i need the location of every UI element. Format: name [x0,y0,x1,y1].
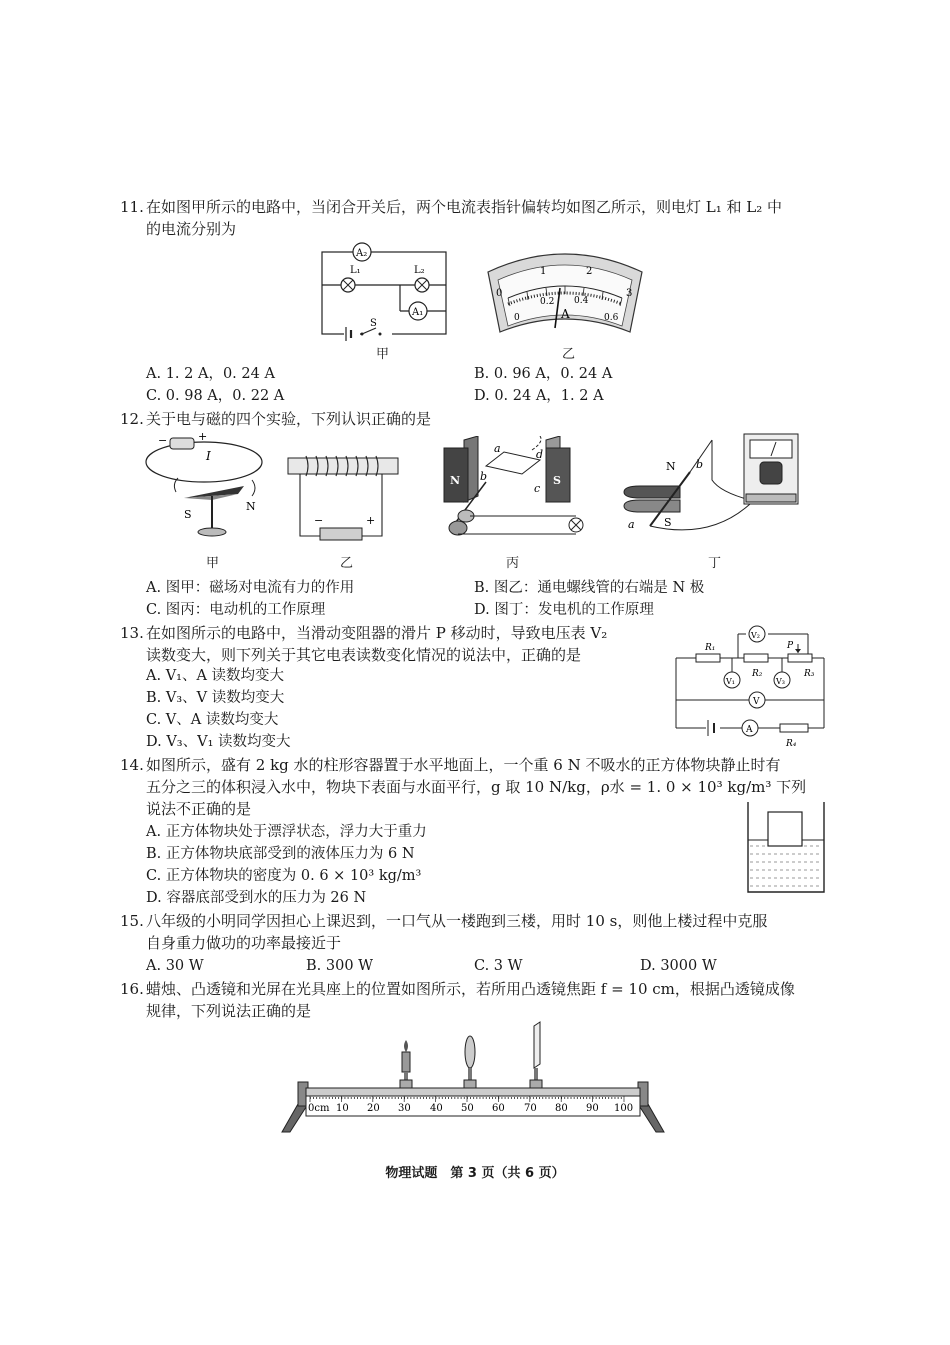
question-text-line: 在如图所示的电路中，当滑动变阻器的滑片 P 移动时，导致电压表 V₂ [146,624,608,642]
ruler-tick-label: 20 [367,1103,380,1114]
label-a1: A₁ [412,307,424,318]
question-text-line: 的电流分别为 [146,220,237,238]
label-r3: R₃ [804,669,815,679]
question-text-line: 规律，下列说法正确的是 [146,1002,312,1020]
question-text-line: 如图所示，盛有 2 kg 水的柱形容器置于水平地面上，一个重 6 N 不吸水的正方体物块静止时有 [146,756,781,774]
option-b: B. 0. 96 A，0. 24 A [474,366,613,382]
question-text-line: 读数变大，则下列关于其它电表读数变化情况的说法中，正确的是 [146,646,582,664]
circuit-diagram-jia [318,240,454,346]
dial-top-tick: 0 [496,288,503,299]
dial-top-tick: 2 [586,266,593,277]
dial-bottom-tick: 0.4 [574,296,589,306]
dial-bottom-tick: 0.6 [604,313,619,323]
question-number: 12. [120,410,144,428]
label-plus: + [198,430,208,443]
convex-lens [464,1036,476,1088]
question-text-line: 八年级的小明同学因担心上课迟到，一口气从一楼跑到三楼，用时 10 s，则他上楼过程中克服 [146,912,768,930]
label-p: P [787,641,794,651]
option-d: D. 0. 24 A，1. 2 A [474,388,604,404]
option-a: A. V₁、A 读数均变大 [146,668,285,684]
label-s: S [664,516,672,529]
question-text-line: 蜡烛、凸透镜和光屏在光具座上的位置如图所示，若所用凸透镜焦距 f = 10 cm，根据凸透镜成像 [146,980,795,998]
label-minus: − [158,434,168,447]
question-15 [120,910,830,954]
label-a2: A₂ [356,248,368,259]
option-c: C. 0. 98 A，0. 22 A [146,388,285,404]
option-a: A. 图甲：磁场对电流有力的作用 [146,580,355,596]
dial-top-tick: 1 [540,266,547,277]
label-r4: R₄ [786,739,797,748]
label-n: N [666,460,676,473]
ruler-tick-label: 0cm [308,1103,330,1114]
label-a: a [628,518,635,531]
page-footer: 物理试题 第 3 页（共 6 页） [385,1166,565,1181]
option-c: C. 图丙：电动机的工作原理 [146,602,326,618]
figure-caption-yi: 乙 [562,347,576,362]
label-r2: R₂ [752,669,763,679]
label-v3: V₃ [776,677,785,686]
question-11 [120,196,830,240]
dial-top-tick: 3 [626,288,633,299]
figure-caption-jia: 甲 [376,347,390,362]
candle [400,1040,412,1088]
question-text-line: 在如图甲所示的电路中，当闭合开关后，两个电流表指针偏转均如图乙所示，则电灯 L₁ 和 L₂ 中 [146,198,783,216]
label-s: S [184,508,192,521]
ruler-tick-label: 70 [524,1103,537,1114]
figure-caption-ding: 丁 [708,556,722,571]
question-number: 15. [120,912,144,930]
label-v1: V₁ [726,677,735,686]
label-n: N [450,474,461,487]
ruler-tick-label: 50 [461,1103,474,1114]
dial-bottom-tick: 0 [514,313,520,323]
label-current: I [206,449,211,463]
figure-bing-motor [436,436,601,548]
ruler-tick-label: 80 [555,1103,568,1114]
circuit-diagram-q13 [672,622,828,748]
option-d: D. 图丁：发电机的工作原理 [474,602,654,618]
option-c: C. 3 W [474,958,523,974]
question-number: 16. [120,980,144,998]
label-d: d [536,448,544,461]
figure-caption-yi: 乙 [340,556,354,571]
figure-caption-jia: 甲 [206,556,220,571]
option-a: A. 正方体物块处于漂浮状态，浮力大于重力 [146,824,427,840]
label-b: b [480,470,488,483]
label-r1: R₁ [705,643,716,653]
question-number: 11. [120,198,144,216]
question-13 [120,622,660,666]
ruler-tick-label: 90 [586,1103,599,1114]
figure-jia-compass [142,430,267,548]
question-number: 14. [120,756,144,774]
optical-bench-figure [280,1020,666,1134]
label-c: c [534,482,541,495]
label-a: a [494,442,501,455]
question-16 [120,978,830,1022]
label-plus: + [366,514,376,527]
ruler-tick-label: 100 [614,1103,634,1114]
label-minus: − [314,514,324,527]
label-s: S [370,318,377,329]
label-l1: L₁ [350,265,361,276]
question-text-line: 说法不正确的是 [146,800,252,818]
label-a: A [746,725,753,735]
figure-caption-bing: 丙 [506,556,520,571]
option-a: A. 1. 2 A，0. 24 A [146,366,275,382]
container-figure-q14 [746,800,826,896]
ruler-tick-label: 60 [492,1103,505,1114]
option-a: A. 30 W [146,958,204,974]
label-v2: V₂ [751,631,760,640]
light-screen [530,1022,542,1088]
figure-ding-generator [620,430,810,548]
label-l2: L₂ [414,265,425,276]
option-c: C. V、A 读数均变大 [146,712,279,728]
option-b: B. 图乙：通电螺线管的右端是 N 极 [474,580,705,596]
option-d: D. 容器底部受到水的压力为 26 N [146,890,367,906]
option-b: B. 300 W [306,958,374,974]
ruler-tick-label: 40 [430,1103,443,1114]
label-b: b [696,458,704,471]
question-12 [120,408,830,430]
figure-yi-solenoid [284,452,404,548]
question-text-line: 自身重力做功的功率最接近于 [146,934,342,952]
option-c: C. 正方体物块的密度为 0. 6 × 10³ kg/m³ [146,868,422,884]
label-v: V [753,697,760,707]
option-d: D. 3000 W [640,958,717,974]
question-text-line: 五分之三的体积浸入水中，物块下表面与水面平行，g 取 10 N/kg，ρ水 = 1. 0 × 10³ kg/m³ 下列 [146,778,807,796]
question-14 [120,754,830,820]
ruler-tick-label: 30 [398,1103,411,1114]
label-n: N [246,500,256,513]
ammeter-dial-yi [480,246,650,346]
option-b: B. 正方体物块底部受到的液体压力为 6 N [146,846,415,862]
option-b: B. V₃、V 读数均变大 [146,690,285,706]
option-d: D. V₃、V₁ 读数均变大 [146,734,291,750]
dial-bottom-tick: 0.2 [540,297,555,307]
dial-unit: A [561,307,570,321]
question-text-line: 关于电与磁的四个实验，下列认识正确的是 [146,410,432,428]
ruler-tick-label: 10 [336,1103,349,1114]
label-s: S [553,474,561,487]
question-number: 13. [120,624,144,642]
